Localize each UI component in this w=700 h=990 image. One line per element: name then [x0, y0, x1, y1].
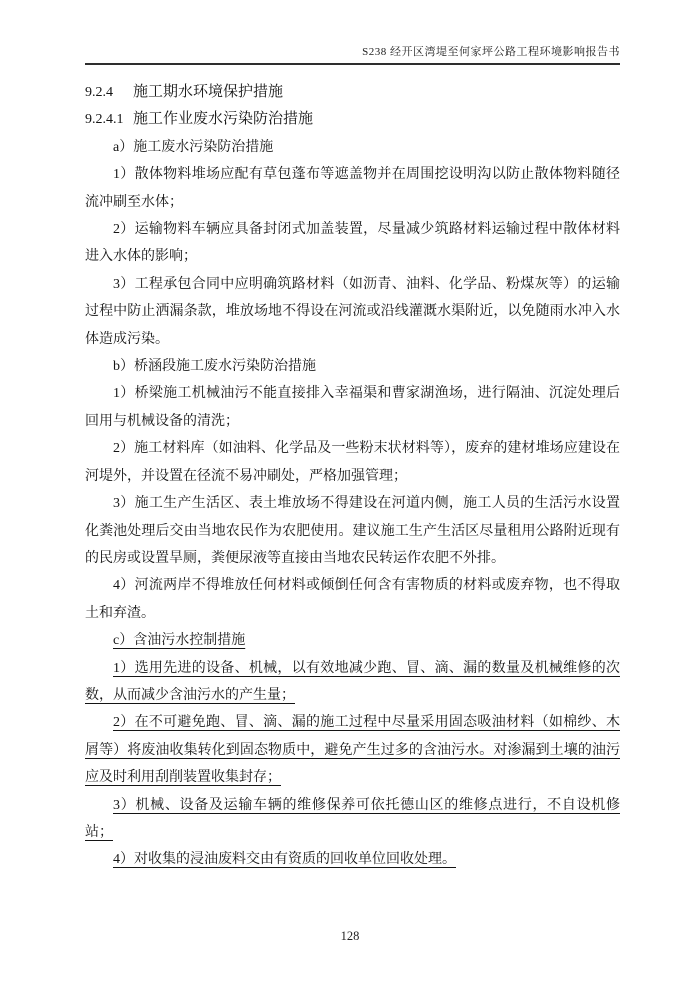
paragraph-b-item-2: 2）施工材料库（如油料、化学品及一些粉末状材料等），废弃的建材堆场应建设在河堤外，并设置在径流不易冲刷处，严格加强管理； [85, 441, 620, 484]
paragraph-c-item-1: 1）选用先进的设备、机械，以有效地减少跑、冒、滴、漏的数量及机械维修的次数，从而减少含油污水的产生量； [85, 660, 620, 703]
paragraph-b-heading: b）桥涵段施工废水污染防治措施 [113, 359, 316, 375]
header-title: S238 经开区湾堤至何家坪公路工程环境影响报告书 [362, 46, 620, 58]
page-number: 128 [340, 929, 360, 943]
paragraph-b-item-3: 3）施工生产生活区、表土堆放场不得建设在河道内侧，施工人员的生活污水设置化粪池处理后交由当地农民作为农肥使用。建议施工生产生活区尽量租用公路附近现有的民房或设置旱厕，粪便尿液等直接由当地农民转运作农肥不外排。 [85, 496, 620, 566]
document-body [85, 79, 620, 874]
subsection-heading [85, 106, 620, 133]
paragraph-a-heading: a）施工废水污染防治措施 [113, 139, 274, 155]
section-number: 9.2.4 [85, 85, 113, 100]
paragraph-c-heading: c）含油污水控制措施 [113, 633, 246, 649]
paragraph-a-item-1: 1）散体物料堆场应配有草包蓬布等遮盖物并在周围挖设明沟以防止散体物料随径流冲刷至水体； [85, 167, 620, 210]
paragraph-b-item-1: 1）桥梁施工机械油污不能直接排入幸福渠和曹家湖渔场，进行隔油、沉淀处理后回用与机械设备的清洗； [85, 386, 620, 429]
page-header [85, 0, 620, 65]
paragraph-a-item-3: 3）工程承包合同中应明确筑路材料（如沥青、油料、化学品、粉煤灰等）的运输过程中防止洒漏条款，堆放场地不得设在河流或沿线灌溉水渠附近，以免随雨水冲入水体造成污染。 [85, 276, 620, 347]
subsection-title: 施工作业废水污染防治措施 [133, 111, 314, 128]
subsection-number: 9.2.4.1 [85, 112, 124, 128]
paragraph-b-item-4: 4）河流两岸不得堆放任何材料或倾倒任何含有害物质的材料或废弃物，也不得取土和弃渣。 [85, 578, 620, 621]
section-title: 施工期水环境保护措施 [133, 84, 284, 100]
paragraph-c-item-2: 2）在不可避免跑、冒、滴、漏的施工过程中尽量采用固态吸油材料（如棉纱、木屑等）将废油收集转化到固态物质中，避免产生过多的含油污水。对渗漏到土壤的油污应及时利用刮削装置收集封存； [85, 715, 620, 786]
section-heading [85, 79, 620, 106]
paragraph-a-item-2: 2）运输物料车辆应具备封闭式加盖装置，尽量减少筑路材料运输过程中散体材料进入水体的影响； [85, 222, 620, 265]
paragraph-c-item-3: 3）机械、设备及运输车辆的维修保养可依托德山区的维修点进行，不自设机修站； [85, 797, 620, 840]
paragraph-c-item-4: 4）对收集的浸油废料交由有资质的回收单位回收处理。 [113, 852, 456, 868]
